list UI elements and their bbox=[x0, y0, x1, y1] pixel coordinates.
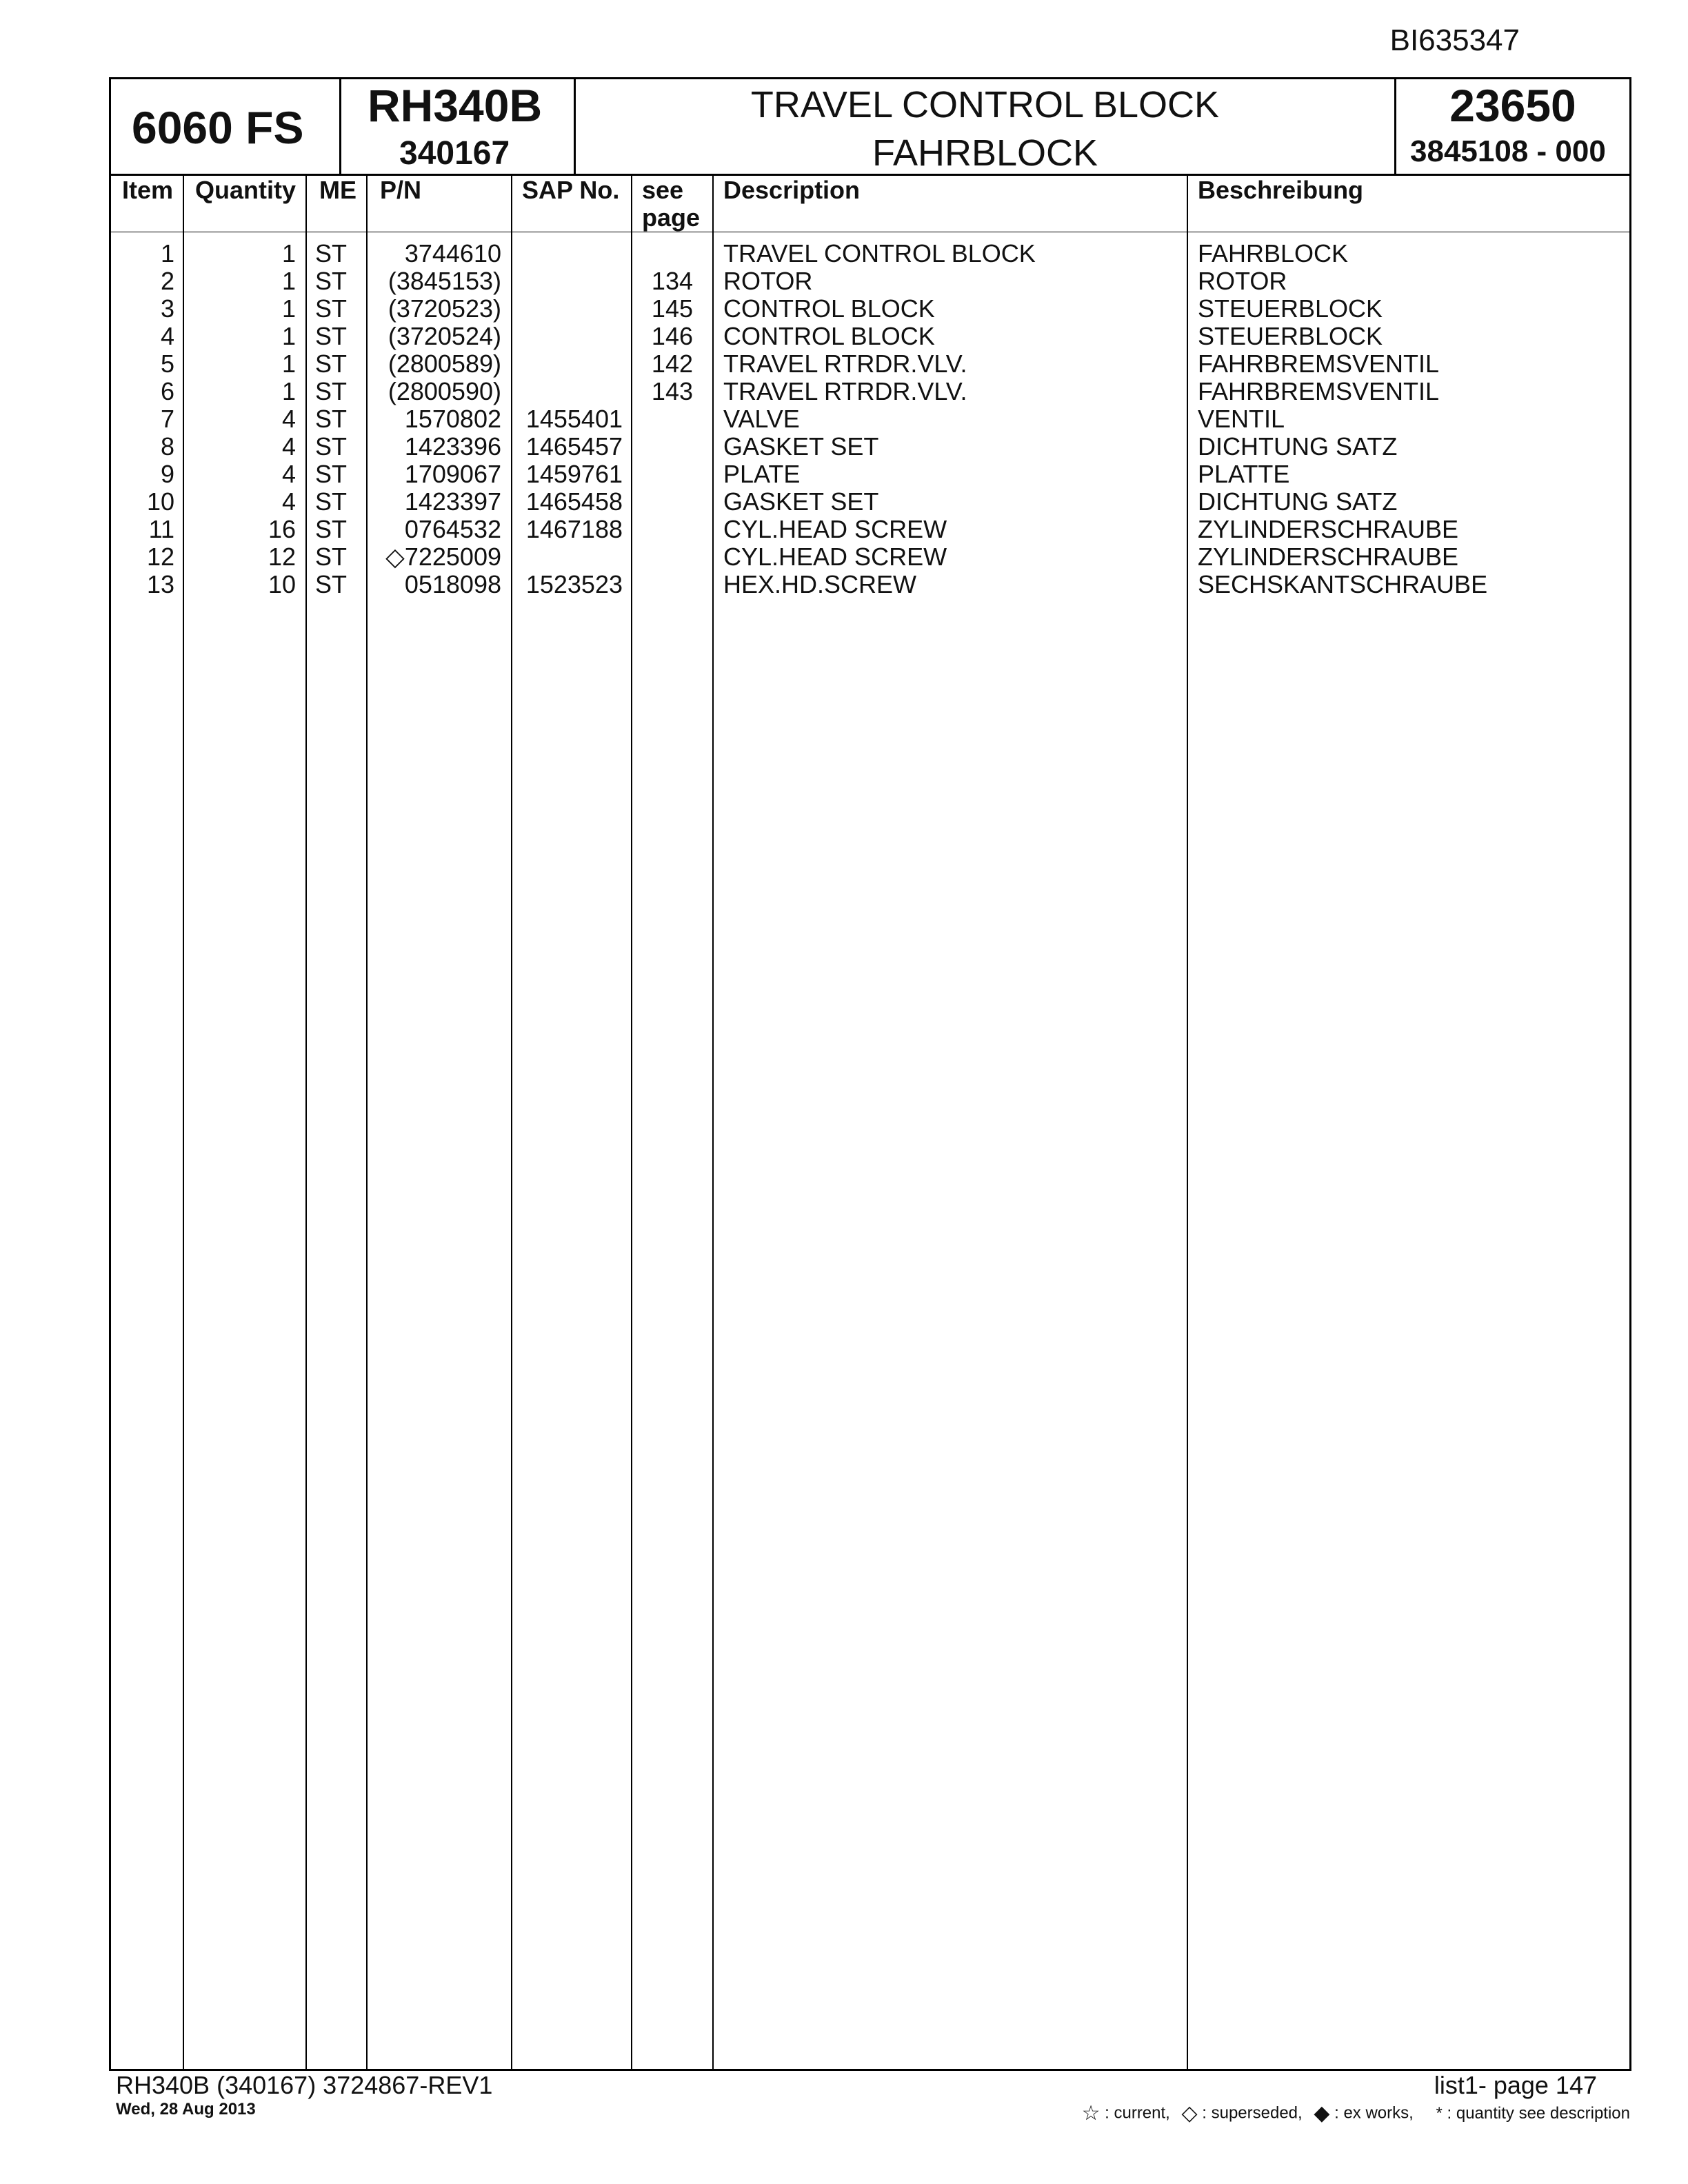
description-de: ZYLINDERSCHRAUBE bbox=[1198, 543, 1459, 571]
description-de: PLATTE bbox=[1198, 460, 1290, 488]
title-block bbox=[111, 79, 1629, 176]
quantity: 1 bbox=[281, 267, 296, 295]
unit: ST bbox=[315, 350, 348, 378]
description-en: CYL.HEAD SCREW bbox=[723, 515, 947, 543]
title-german: FAHRBLOCK bbox=[872, 132, 1098, 174]
description-de: VENTIL bbox=[1198, 405, 1285, 433]
group-number: 23650 bbox=[1449, 80, 1576, 131]
part-number: 0518098 bbox=[404, 570, 501, 598]
table-row bbox=[111, 543, 1629, 570]
quantity: 1 bbox=[281, 239, 296, 267]
title-english: TRAVEL CONTROL BLOCK bbox=[750, 84, 1220, 125]
description-en: PLATE bbox=[723, 460, 801, 488]
unit: ST bbox=[315, 405, 348, 433]
unit: ST bbox=[315, 294, 348, 323]
description-en: CONTROL BLOCK bbox=[723, 322, 935, 350]
footer-page-reference: list1- page 147 bbox=[1434, 2071, 1597, 2099]
description-de: STEUERBLOCK bbox=[1198, 294, 1383, 323]
description-de: SECHSKANTSCHRAUBE bbox=[1198, 570, 1488, 598]
col-see: see bbox=[642, 176, 684, 204]
col-me: ME bbox=[319, 176, 356, 204]
title-cell bbox=[576, 79, 1396, 174]
part-number: (3720523) bbox=[388, 294, 501, 323]
table-row bbox=[111, 350, 1629, 377]
see-page: 142 bbox=[651, 350, 693, 378]
sap-number: 1465458 bbox=[525, 487, 623, 516]
description-en: ROTOR bbox=[723, 267, 813, 295]
col-description: Description bbox=[723, 176, 861, 204]
group-reference: 3845108 - 000 bbox=[1410, 134, 1606, 168]
description-de: STEUERBLOCK bbox=[1198, 322, 1383, 350]
quantity: 10 bbox=[268, 570, 296, 598]
col-item: Item bbox=[122, 176, 174, 204]
see-page: 146 bbox=[651, 322, 693, 350]
sap-number: 1467188 bbox=[525, 515, 623, 543]
table-row bbox=[111, 570, 1629, 598]
item-number: 10 bbox=[146, 487, 174, 516]
quantity: 1 bbox=[281, 350, 296, 378]
description-de: DICHTUNG SATZ bbox=[1198, 432, 1398, 461]
sap-number: 1459761 bbox=[525, 460, 623, 488]
description-de: ZYLINDERSCHRAUBE bbox=[1198, 515, 1459, 543]
machine-cell bbox=[341, 79, 576, 174]
diamond-outline-icon: ◇ bbox=[1181, 2102, 1198, 2125]
machine-serial: 340167 bbox=[399, 135, 510, 172]
quantity: 4 bbox=[281, 487, 296, 516]
star-outline-icon: ☆ bbox=[1081, 2102, 1101, 2125]
see-page: 145 bbox=[651, 294, 693, 323]
description-de: ROTOR bbox=[1198, 267, 1287, 295]
quantity: 4 bbox=[281, 460, 296, 488]
item-number: 4 bbox=[160, 322, 174, 350]
col-page: page bbox=[642, 203, 701, 232]
item-number: 2 bbox=[160, 267, 174, 295]
group-cell bbox=[1396, 79, 1629, 174]
see-page: 134 bbox=[651, 267, 693, 295]
quantity: 16 bbox=[268, 515, 296, 543]
unit: ST bbox=[315, 460, 348, 488]
description-en: TRAVEL RTRDR.VLV. bbox=[723, 350, 967, 378]
part-number: 0764532 bbox=[404, 515, 501, 543]
quantity: 12 bbox=[268, 543, 296, 571]
legend-ex-works: : ex works, bbox=[1334, 2103, 1414, 2123]
item-number: 3 bbox=[160, 294, 174, 323]
quantity: 4 bbox=[281, 405, 296, 433]
symbol-legend bbox=[1082, 2101, 1630, 2125]
model-cell bbox=[111, 79, 341, 174]
table-row bbox=[111, 487, 1629, 515]
sap-number: 1455401 bbox=[525, 405, 623, 433]
table-row bbox=[111, 239, 1629, 267]
part-number: 3744610 bbox=[404, 239, 501, 267]
description-en: CONTROL BLOCK bbox=[723, 294, 935, 323]
unit: ST bbox=[315, 432, 348, 461]
quantity: 1 bbox=[281, 322, 296, 350]
unit: ST bbox=[315, 543, 348, 571]
description-en: VALVE bbox=[723, 405, 800, 433]
see-page: 143 bbox=[651, 377, 693, 405]
part-number: (3845153) bbox=[388, 267, 501, 295]
description-en: CYL.HEAD SCREW bbox=[723, 543, 947, 571]
unit: ST bbox=[315, 377, 348, 405]
part-number: (2800590) bbox=[388, 377, 501, 405]
col-beschreibung: Beschreibung bbox=[1198, 176, 1364, 204]
sap-number: 1523523 bbox=[525, 570, 623, 598]
table-row bbox=[111, 432, 1629, 460]
legend-superseded: : superseded, bbox=[1202, 2103, 1303, 2123]
item-number: 7 bbox=[160, 405, 174, 433]
part-number: 1709067 bbox=[404, 460, 501, 488]
part-number: 1423397 bbox=[404, 487, 501, 516]
item-number: 1 bbox=[160, 239, 174, 267]
table-row bbox=[111, 294, 1629, 322]
item-number: 12 bbox=[146, 543, 174, 571]
description-de: FAHRBREMSVENTIL bbox=[1198, 377, 1440, 405]
unit: ST bbox=[315, 239, 348, 267]
table-row bbox=[111, 460, 1629, 487]
quantity: 4 bbox=[281, 432, 296, 461]
table-row bbox=[111, 267, 1629, 294]
description-en: HEX.HD.SCREW bbox=[723, 570, 917, 598]
footer-document-reference: RH340B (340167) 3724867-REV1 bbox=[116, 2071, 493, 2099]
item-number: 6 bbox=[160, 377, 174, 405]
item-number: 8 bbox=[160, 432, 174, 461]
description-en: GASKET SET bbox=[723, 487, 879, 516]
part-number: (2800589) bbox=[388, 350, 501, 378]
unit: ST bbox=[315, 570, 348, 598]
column-headers bbox=[111, 176, 1629, 232]
description-de: FAHRBLOCK bbox=[1198, 239, 1349, 267]
footer-date: Wed, 28 Aug 2013 bbox=[116, 2100, 256, 2119]
description-en: TRAVEL CONTROL BLOCK bbox=[723, 239, 1036, 267]
quantity: 1 bbox=[281, 377, 296, 405]
part-number: ◇7225009 bbox=[385, 543, 501, 571]
description-de: DICHTUNG SATZ bbox=[1198, 487, 1398, 516]
table-row bbox=[111, 515, 1629, 543]
unit: ST bbox=[315, 322, 348, 350]
quantity: 1 bbox=[281, 294, 296, 323]
description-en: TRAVEL RTRDR.VLV. bbox=[723, 377, 967, 405]
table-row bbox=[111, 377, 1629, 405]
machine-name: RH340B bbox=[368, 80, 543, 131]
table-row bbox=[111, 405, 1629, 432]
col-quantity: Quantity bbox=[195, 176, 297, 204]
legend-current: : current, bbox=[1105, 2103, 1170, 2123]
description-en: GASKET SET bbox=[723, 432, 879, 461]
parts-list-frame bbox=[109, 77, 1631, 2071]
item-number: 11 bbox=[148, 515, 174, 543]
part-number: 1570802 bbox=[404, 405, 501, 433]
part-number: (3720524) bbox=[388, 322, 501, 350]
unit: ST bbox=[315, 487, 348, 516]
col-sap: SAP No. bbox=[522, 176, 620, 204]
item-number: 5 bbox=[160, 350, 174, 378]
table-row bbox=[111, 322, 1629, 350]
col-pn: P/N bbox=[380, 176, 422, 204]
unit: ST bbox=[315, 515, 348, 543]
item-number: 9 bbox=[160, 460, 174, 488]
unit: ST bbox=[315, 267, 348, 295]
document-id: BI635347 bbox=[1389, 23, 1520, 57]
model-number: 6060 FS bbox=[132, 102, 304, 153]
diamond-filled-icon: ◆ bbox=[1314, 2102, 1330, 2125]
sap-number: 1465457 bbox=[525, 432, 623, 461]
item-number: 13 bbox=[146, 570, 174, 598]
legend-quantity: * : quantity see description bbox=[1436, 2103, 1630, 2123]
description-de: FAHRBREMSVENTIL bbox=[1198, 350, 1440, 378]
part-number: 1423396 bbox=[404, 432, 501, 461]
